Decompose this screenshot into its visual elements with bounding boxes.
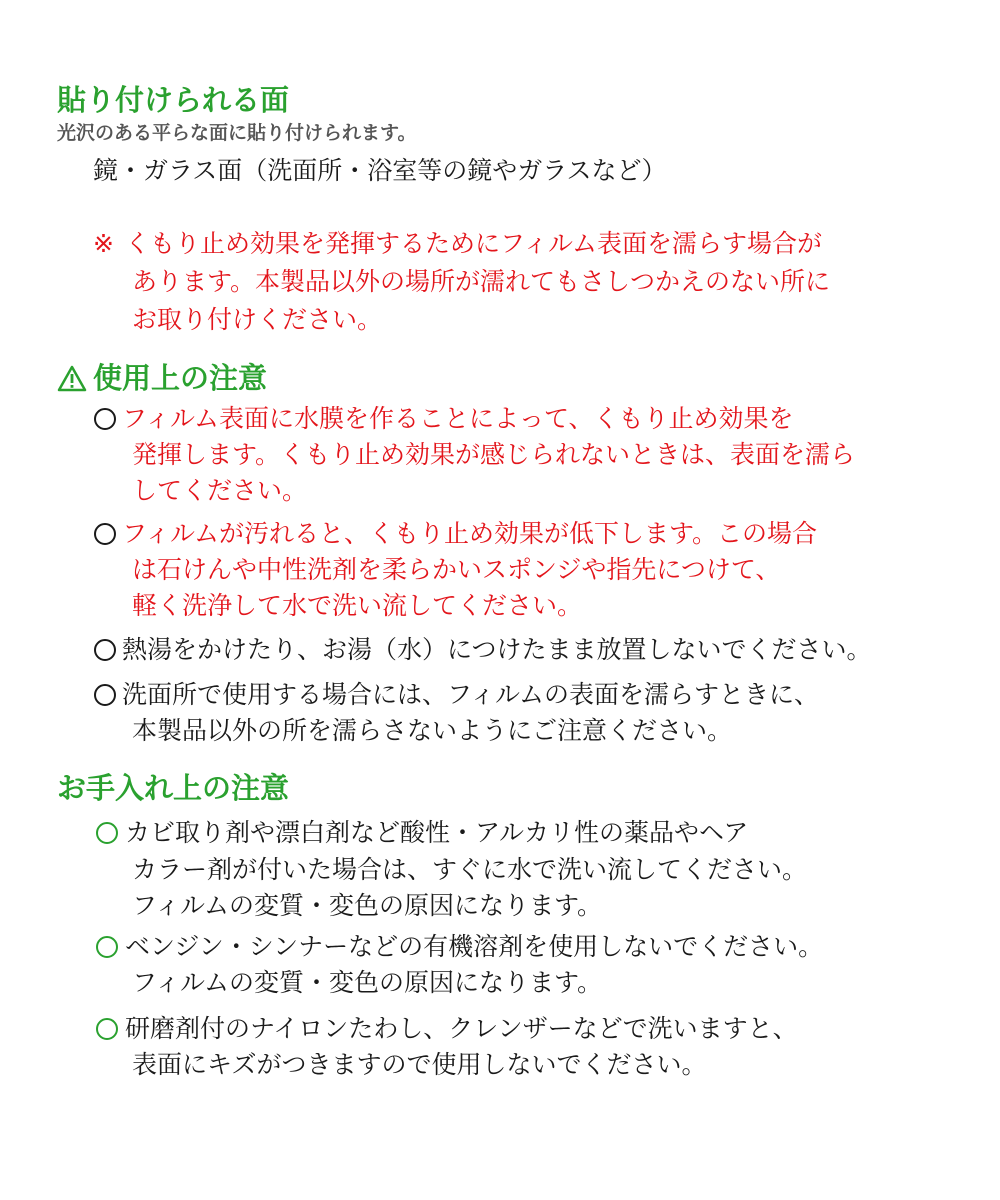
care-line: ベンジン・シンナーなどの有機溶剤を使用しないでください。 [125,932,824,961]
caution-line: 洗面所で使用する場合には、フィルムの表面を濡らすときに、 [122,680,820,709]
care-line: 表面にキズがつきますので使用しないでください。 [132,1050,707,1079]
care-line: カビ取り剤や漂白剤など酸性・アルカリ性の薬品やヘア [125,818,749,847]
note-mark: ※ [93,229,114,258]
circle-bullet-icon [96,1018,118,1040]
caution-line: 熱湯をかけたり、お湯（水）につけたまま放置しないでください。 [122,635,872,664]
note-line: あります。本製品以外の場所が濡れてもさしつかえのない所に [132,267,831,296]
section-subtitle: 光沢のある平らな面に貼り付けられます。 [57,122,417,144]
circle-bullet-icon [94,408,116,430]
section-title-text: 使用上の注意 [93,361,268,395]
care-line: フィルムの変質・変色の原因になります。 [132,968,603,997]
note-line: お取り付けください。 [132,305,383,334]
caution-line: してください。 [132,476,308,505]
circle-bullet-icon [96,936,118,958]
caution-line: 発揮します。くもり止め効果が感じられないときは、表面を濡ら [132,440,856,469]
caution-line: 軽く洗浄して水で洗い流してください。 [132,591,583,620]
surface-type-text: 鏡・ガラス面（洗面所・浴室等の鏡やガラスなど） [93,156,667,185]
care-line: 研磨剤付のナイロンたわし、クレンザーなどで洗いますと、 [125,1014,798,1043]
section-title-mountable-surfaces: 貼り付けられる面 [57,83,290,117]
caution-line: 本製品以外の所を濡らさないようにご注意ください。 [132,716,733,745]
caution-line: フィルム表面に水膜を作ることによって、くもり止め効果を [122,404,794,433]
caution-line: は石けんや中性洗剤を柔らかいスポンジや指先につけて、 [132,555,781,584]
circle-bullet-icon [94,684,116,706]
note-line: くもり止め効果を発揮するためにフィルム表面を濡らす場合が [125,229,823,258]
circle-bullet-icon [94,639,116,661]
section-title-care-cautions: お手入れ上の注意 [57,771,290,805]
section-title-usage-cautions [57,361,267,395]
circle-bullet-icon [96,822,118,844]
care-line: カラー剤が付いた場合は、すぐに水で洗い流してください。 [132,855,808,884]
warning-triangle-icon [57,364,87,392]
care-line: フィルムの変質・変色の原因になります。 [132,891,603,920]
circle-bullet-icon [94,523,116,545]
caution-line: フィルムが汚れると、くもり止め効果が低下します。この場合 [122,519,818,548]
